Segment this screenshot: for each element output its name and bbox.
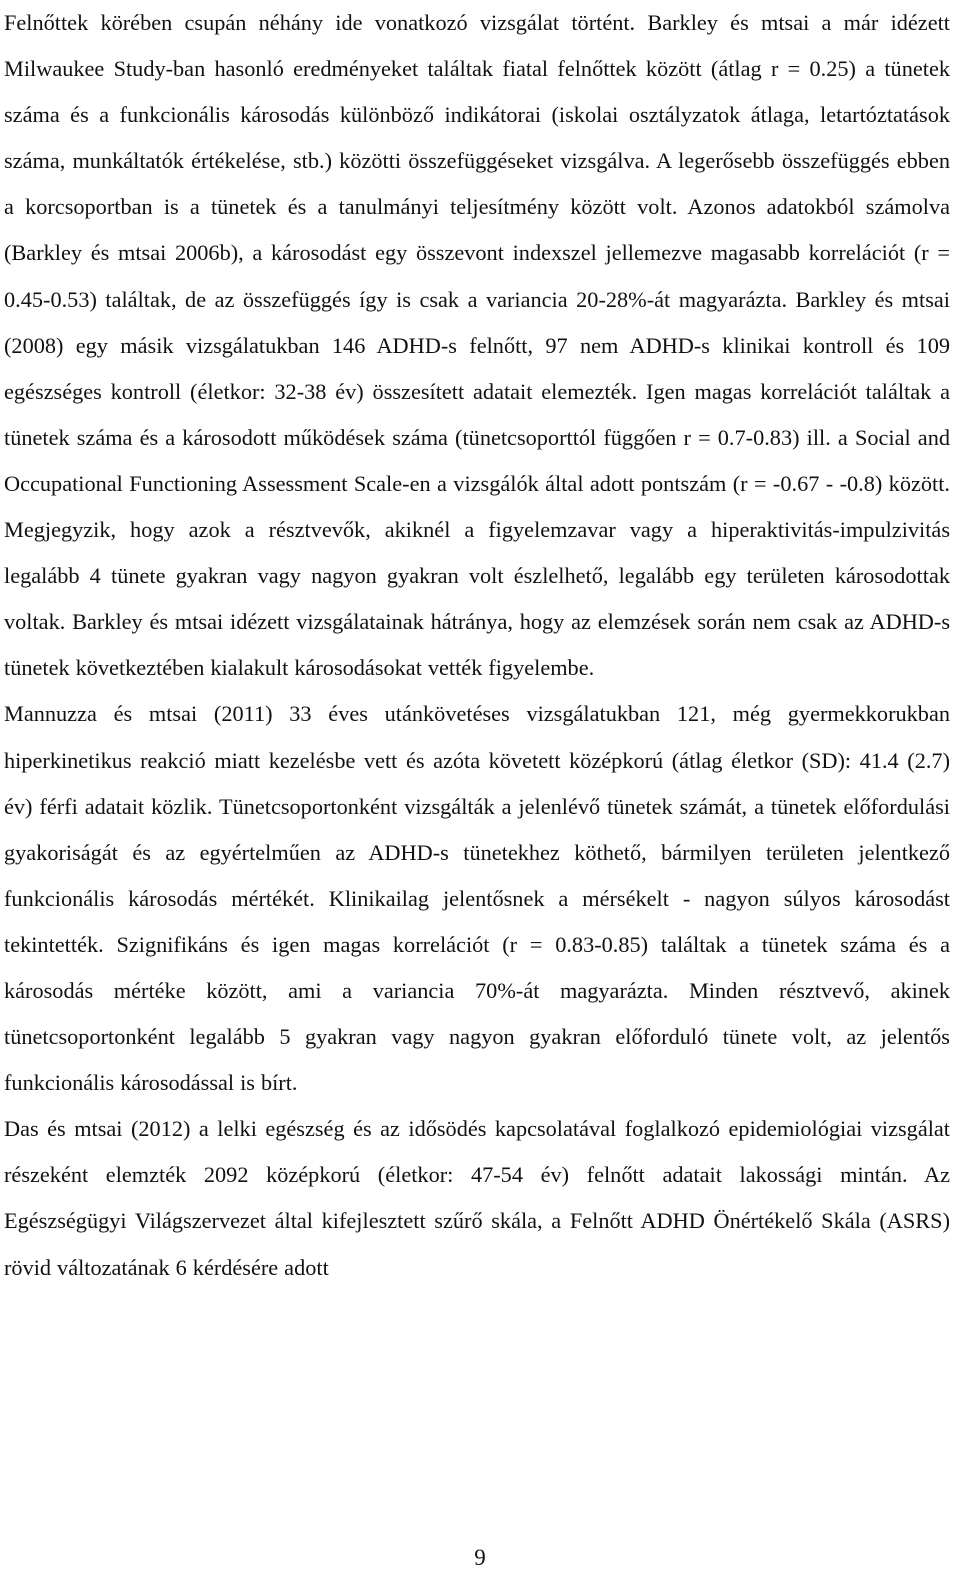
page-number: 9: [474, 1545, 486, 1570]
body-text: [4, 0, 950, 1291]
paragraph-2: Mannuzza és mtsai (2011) 33 éves utánkövetéses vizsgálatukban 121, még gyermekkorukban hiperkinetikus reakció miatt kezelésbe vett és azóta követett középkorú (átlag életkor (SD): 41.4 (2.7) év) férfi adatait közlik. Tünetcsoportonként vizsgálták a jelenlévő tünetek számát, a tünetek előfordulási gyakoriságát és az egyértelműen az ADHD-s tünetekhez köthető, bármilyen területen jelentkező funkcionális károsodás mértékét. Klinikailag jelentősnek a mérsékelt - nagyon súlyos károsodást tekintették. Szignifikáns és igen magas korrelációt (r = 0.83-0.85) találtak a tünetek száma és a károsodás mértéke között, ami a variancia 70%-át magyarázta. Minden résztvevő, akinek tünetcsoportonként legalább 5 gyakran vagy nagyon gyakran előforduló tünete volt, az jelentős funkcionális károsodással is bírt.: [4, 701, 950, 1096]
paragraph-1: Felnőttek körében csupán néhány ide vonatkozó vizsgálat történt. Barkley és mtsai a már idézett Milwaukee Study-ban hasonló eredményeket találtak fiatal felnőttek között (átlag r = 0.25) a tünetek száma és a funkcionális károsodás különböző indikátorai (iskolai osztályzatok átlaga, letartóztatások száma, munkáltatók értékelése, stb.) közötti összefüggéseket vizsgálva. A legerősebb összefüggés ebben a korcsoportban is a tünetek és a tanulmányi teljesítmény között volt. Azonos adatokból számolva (Barkley és mtsai 2006b), a károsodást egy összevont indexszel jellemezve magasabb korrelációt (r = 0.45-0.53) találtak, de az összefüggés így is csak a variancia 20-28%-át magyarázta. Barkley és mtsai (2008) egy másik vizsgálatukban 146 ADHD-s felnőtt, 97 nem ADHD-s klinikai kontroll és 109 egészséges kontroll (életkor: 32-38 év) összesített adatait elemezték. Igen magas korrelációt találtak a tünetek száma és a károsodott működések száma (tünetcsoporttól függően r = 0.7-0.83) ill. a Social and Occupational Functioning Assessment Scale-en a vizsgálók által adott pontszám (r = -0.67 - -0.8) között. Megjegyzik, hogy azok a résztvevők, akiknél a figyelemzavar vagy a hiperaktivitás-impulzivitás legalább 4 tünete gyakran vagy nagyon gyakran volt észlelhető, legalább egy területen károsodottak voltak. Barkley és mtsai idézett vizsgálatainak hátránya, hogy az elemzések során nem csak az ADHD-s tünetek következtében kialakult károsodásokat vették figyelembe.: [4, 10, 950, 681]
paragraph-3: Das és mtsai (2012) a lelki egészség és az idősödés kapcsolatával foglalkozó epidemiológiai vizsgálat részeként elemzték 2092 középkorú (életkor: 47-54 év) felnőtt adatait lakossági mintán. Az Egészségügyi Világszervezet által kifejlesztett szűrő skála, a Felnőtt ADHD Önértékelő Skála (ASRS) rövid változatának 6 kérdésére adott: [4, 1116, 950, 1280]
